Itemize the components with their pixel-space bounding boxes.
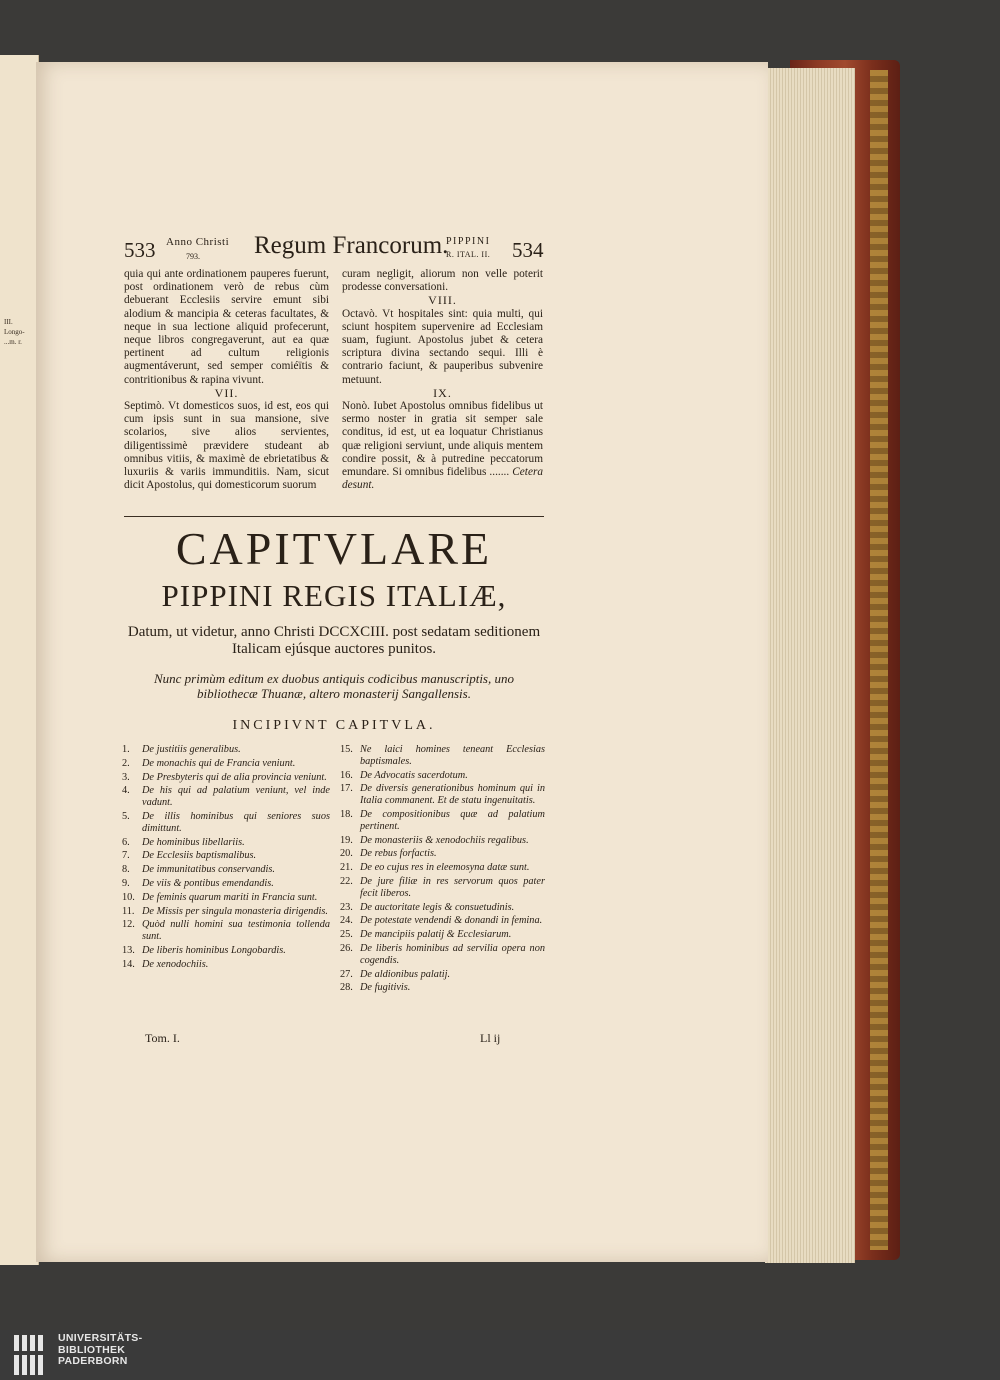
chapter-title: De viis & pontibus emendandis. <box>142 877 274 889</box>
chapter-number: 22. <box>340 875 353 887</box>
library-footer-bar <box>0 1330 1000 1380</box>
chapter-number: 12. <box>122 919 135 931</box>
chapter-item <box>122 811 330 835</box>
chapter-item <box>340 770 545 782</box>
chapter-number: 25. <box>340 929 353 941</box>
chapter-item <box>122 878 330 890</box>
chapter-item <box>122 864 330 876</box>
chapter-item <box>340 783 545 807</box>
chapter-title: De monasteriis & xenodochiis regalibus. <box>360 834 529 846</box>
chapter-number: 28. <box>340 982 353 994</box>
chapter-item <box>122 758 330 770</box>
chapter-title: De fugitivis. <box>360 982 411 994</box>
document-subtitle: PIPPINI REGIS ITALIÆ, <box>161 578 507 613</box>
chapter-item <box>122 837 330 849</box>
signature-mark: Ll ij <box>480 1031 501 1045</box>
chapter-item <box>122 959 330 971</box>
left-page <box>0 55 39 1265</box>
page-number-left: 533 <box>124 238 156 262</box>
rex-ital-label: R. ITAL. II. <box>446 250 491 259</box>
chapter-number: 10. <box>122 891 135 903</box>
chapter-title: De liberis hominibus Longobardis. <box>142 944 286 956</box>
page-number-right: 534 <box>512 238 544 262</box>
text-column-right <box>342 268 543 492</box>
margin-note: III. Longo- ...m. r. <box>4 318 25 346</box>
chapter-number: 24. <box>340 915 353 927</box>
paragraph: Nonò. Iubet Apostolus omnibus fidelibus ut sermo noster in gratia sit semper sale conditus, id est, ut ea loquatur Christianus quæ religioni serviunt, unde aliquis mentem condire possit, & à putredine peccatorum emundare. Si omnibus fidelibus ....... Cetera desunt. <box>342 400 543 492</box>
chapter-list-right <box>340 744 545 996</box>
chapter-title: Quòd nulli homini sua testimonia tollenda sunt. <box>142 919 330 943</box>
chapter-item <box>340 915 545 927</box>
tome-label: Tom. I. <box>145 1031 180 1045</box>
cover-gilt-edge <box>870 70 888 1250</box>
running-header <box>124 232 544 264</box>
chapter-number: 26. <box>340 942 353 954</box>
section-number: VIII. <box>428 293 457 308</box>
anno-year: 793. <box>186 252 200 261</box>
chapter-number: 27. <box>340 968 353 980</box>
chapter-title: De auctoritate legis & consuetudinis. <box>360 901 515 913</box>
chapter-title: De xenodochiis. <box>142 958 209 970</box>
chapter-item <box>340 848 545 860</box>
chapter-title: De Missis per singula monasteria dirigendis. <box>142 905 328 917</box>
paragraph: Septimò. Vt domesticos suos, id est, eos qui cum ipsis sunt in sua mansione, sive scolarios, sive alios servientes, diligentissimè prævidere studeant ab omnibus vitiis, & maximè de ebrietatibus & luxuriis & variis immunditiis. Nam, sicut dicit Apostolus, qui domesticorum suorum <box>124 400 329 492</box>
chapter-number: 23. <box>340 901 353 913</box>
chapters-heading: INCIPIVNT CAPITVLA. <box>232 718 436 733</box>
chapter-number: 8. <box>122 864 130 876</box>
section-divider <box>124 516 544 517</box>
paragraph: quia qui ante ordinationem pauperes fuerunt, post ordinationem verò de rebus cùm debuerant Ecclesiis servire emunt sibi alodium & mancipia & ceteras facultates, & neque in sua lectione aliquid profecerunt, neque libros congregaverunt, aut ea quæ pertinent ad cultum religionis augmentáverunt, sed semper comiéïtis & contritionibus & rapina vivunt. <box>124 268 329 386</box>
chapter-item <box>340 982 545 994</box>
chapter-number: 9. <box>122 877 130 889</box>
document-title: CAPITVLARE <box>175 523 493 574</box>
chapter-number: 7. <box>122 850 130 862</box>
chapter-list-left <box>122 744 330 973</box>
chapter-title: De feminis quarum mariti in Francia sunt. <box>142 891 318 903</box>
edition-note: Nunc primùm editum ex duobus antiquis codicibus manuscriptis, uno bibliothecæ Thuanæ, altero monasterij Sangallensis. <box>153 671 514 701</box>
section-number: VII. <box>214 385 239 400</box>
chapter-item <box>122 772 330 784</box>
pippini-label: PIPPINI <box>446 236 491 247</box>
chapter-number: 11. <box>122 905 135 917</box>
chapter-title: De jure filiæ in res servorum quos pater fecit liberos. <box>360 875 545 899</box>
chapter-item <box>340 862 545 874</box>
chapter-title: De potestate vendendi & donandi in femina. <box>360 915 543 927</box>
chapter-title: De monachis qui de Francia veniunt. <box>142 757 296 769</box>
chapter-number: 15. <box>340 744 353 755</box>
chapter-title: De Presbyteris qui de alia provincia veniunt. <box>142 771 327 783</box>
chapter-title: De justitiis generalibus. <box>142 744 241 755</box>
text-column-left <box>124 268 329 492</box>
chapter-number: 2. <box>122 757 130 769</box>
section-number: IX. <box>433 385 452 400</box>
chapter-number: 16. <box>340 769 353 781</box>
chapter-title: De rebus forfactis. <box>360 848 437 860</box>
paragraph: Octavò. Vt hospitales sint: quia multi, qui sciunt hospitem supervenire ad Ecclesiam suam, fugiunt. Apostolus jubet & cetera scriptura divina sectando sequi. Illi è contrario faciunt, & pauperibus subvenire metuunt. <box>342 307 543 386</box>
chapter-item <box>340 943 545 967</box>
chapter-number: 3. <box>122 771 130 783</box>
dating-note: Datum, ut videtur, anno Christi DCCXCIII. post sedatam seditionem Italicam ejúsque auctores punitos. <box>127 624 541 657</box>
chapter-item <box>340 876 545 900</box>
chapter-number: 21. <box>340 862 353 874</box>
chapter-item <box>122 785 330 809</box>
chapter-number: 17. <box>340 783 353 795</box>
chapter-item <box>122 744 330 756</box>
chapter-number: 5. <box>122 810 130 822</box>
library-logo-text: UNIVERSITÄTS- BIBLIOTHEK PADERBORN <box>58 1332 143 1367</box>
chapter-number: 18. <box>340 808 353 820</box>
chapter-title: De aldionibus palatij. <box>360 968 451 980</box>
chapter-item <box>122 945 330 957</box>
chapter-title: De immunitatibus conservandis. <box>142 864 275 876</box>
paragraph: curam negligit, aliorum non velle poterit prodesse conversationi. <box>342 268 543 294</box>
chapter-item <box>122 906 330 918</box>
chapter-title: De liberis hominibus ad servilia opera non cogendis. <box>360 942 545 966</box>
chapter-title: De compositionibus quæ ad palatium pertinent. <box>360 808 545 832</box>
chapter-title: De his qui ad palatium veniunt, vel inde vadunt. <box>142 785 330 809</box>
chapter-title: De Ecclesiis baptismalibus. <box>142 850 257 862</box>
chapter-item <box>122 850 330 862</box>
chapter-item <box>122 892 330 904</box>
chapter-item <box>340 835 545 847</box>
chapter-number: 13. <box>122 944 135 956</box>
chapter-item <box>340 969 545 981</box>
chapter-item <box>340 744 545 768</box>
chapter-number: 14. <box>122 958 135 970</box>
chapter-number: 1. <box>122 744 130 755</box>
chapter-title: De Advocatis sacerdotum. <box>360 769 468 781</box>
chapter-number: 19. <box>340 834 353 846</box>
page-edges <box>765 68 855 1263</box>
chapter-title: De illis hominibus qui seniores suos dimittunt. <box>142 810 330 834</box>
anno-label: Anno Christi <box>166 236 230 248</box>
chapter-title: De hominibus libellariis. <box>142 836 245 848</box>
chapter-number: 4. <box>122 785 130 797</box>
chapter-item <box>122 919 330 943</box>
running-title: Regum Francorum. <box>254 232 449 259</box>
chapter-item <box>340 809 545 833</box>
chapter-number: 6. <box>122 836 130 848</box>
chapter-item <box>340 929 545 941</box>
chapter-title: De mancipiis palatij & Ecclesiarum. <box>360 929 512 941</box>
chapter-title: De eo cujus res in eleemosyna datæ sunt. <box>360 862 530 874</box>
chapter-item <box>340 902 545 914</box>
chapter-number: 20. <box>340 848 353 860</box>
library-logo-icon <box>14 1333 50 1377</box>
chapter-title: De diversis generationibus hominum qui in Italia commanent. Et de statu ingenuitatis. <box>360 783 545 807</box>
chapter-title: Ne laici homines teneant Ecclesias baptismales. <box>360 744 545 767</box>
